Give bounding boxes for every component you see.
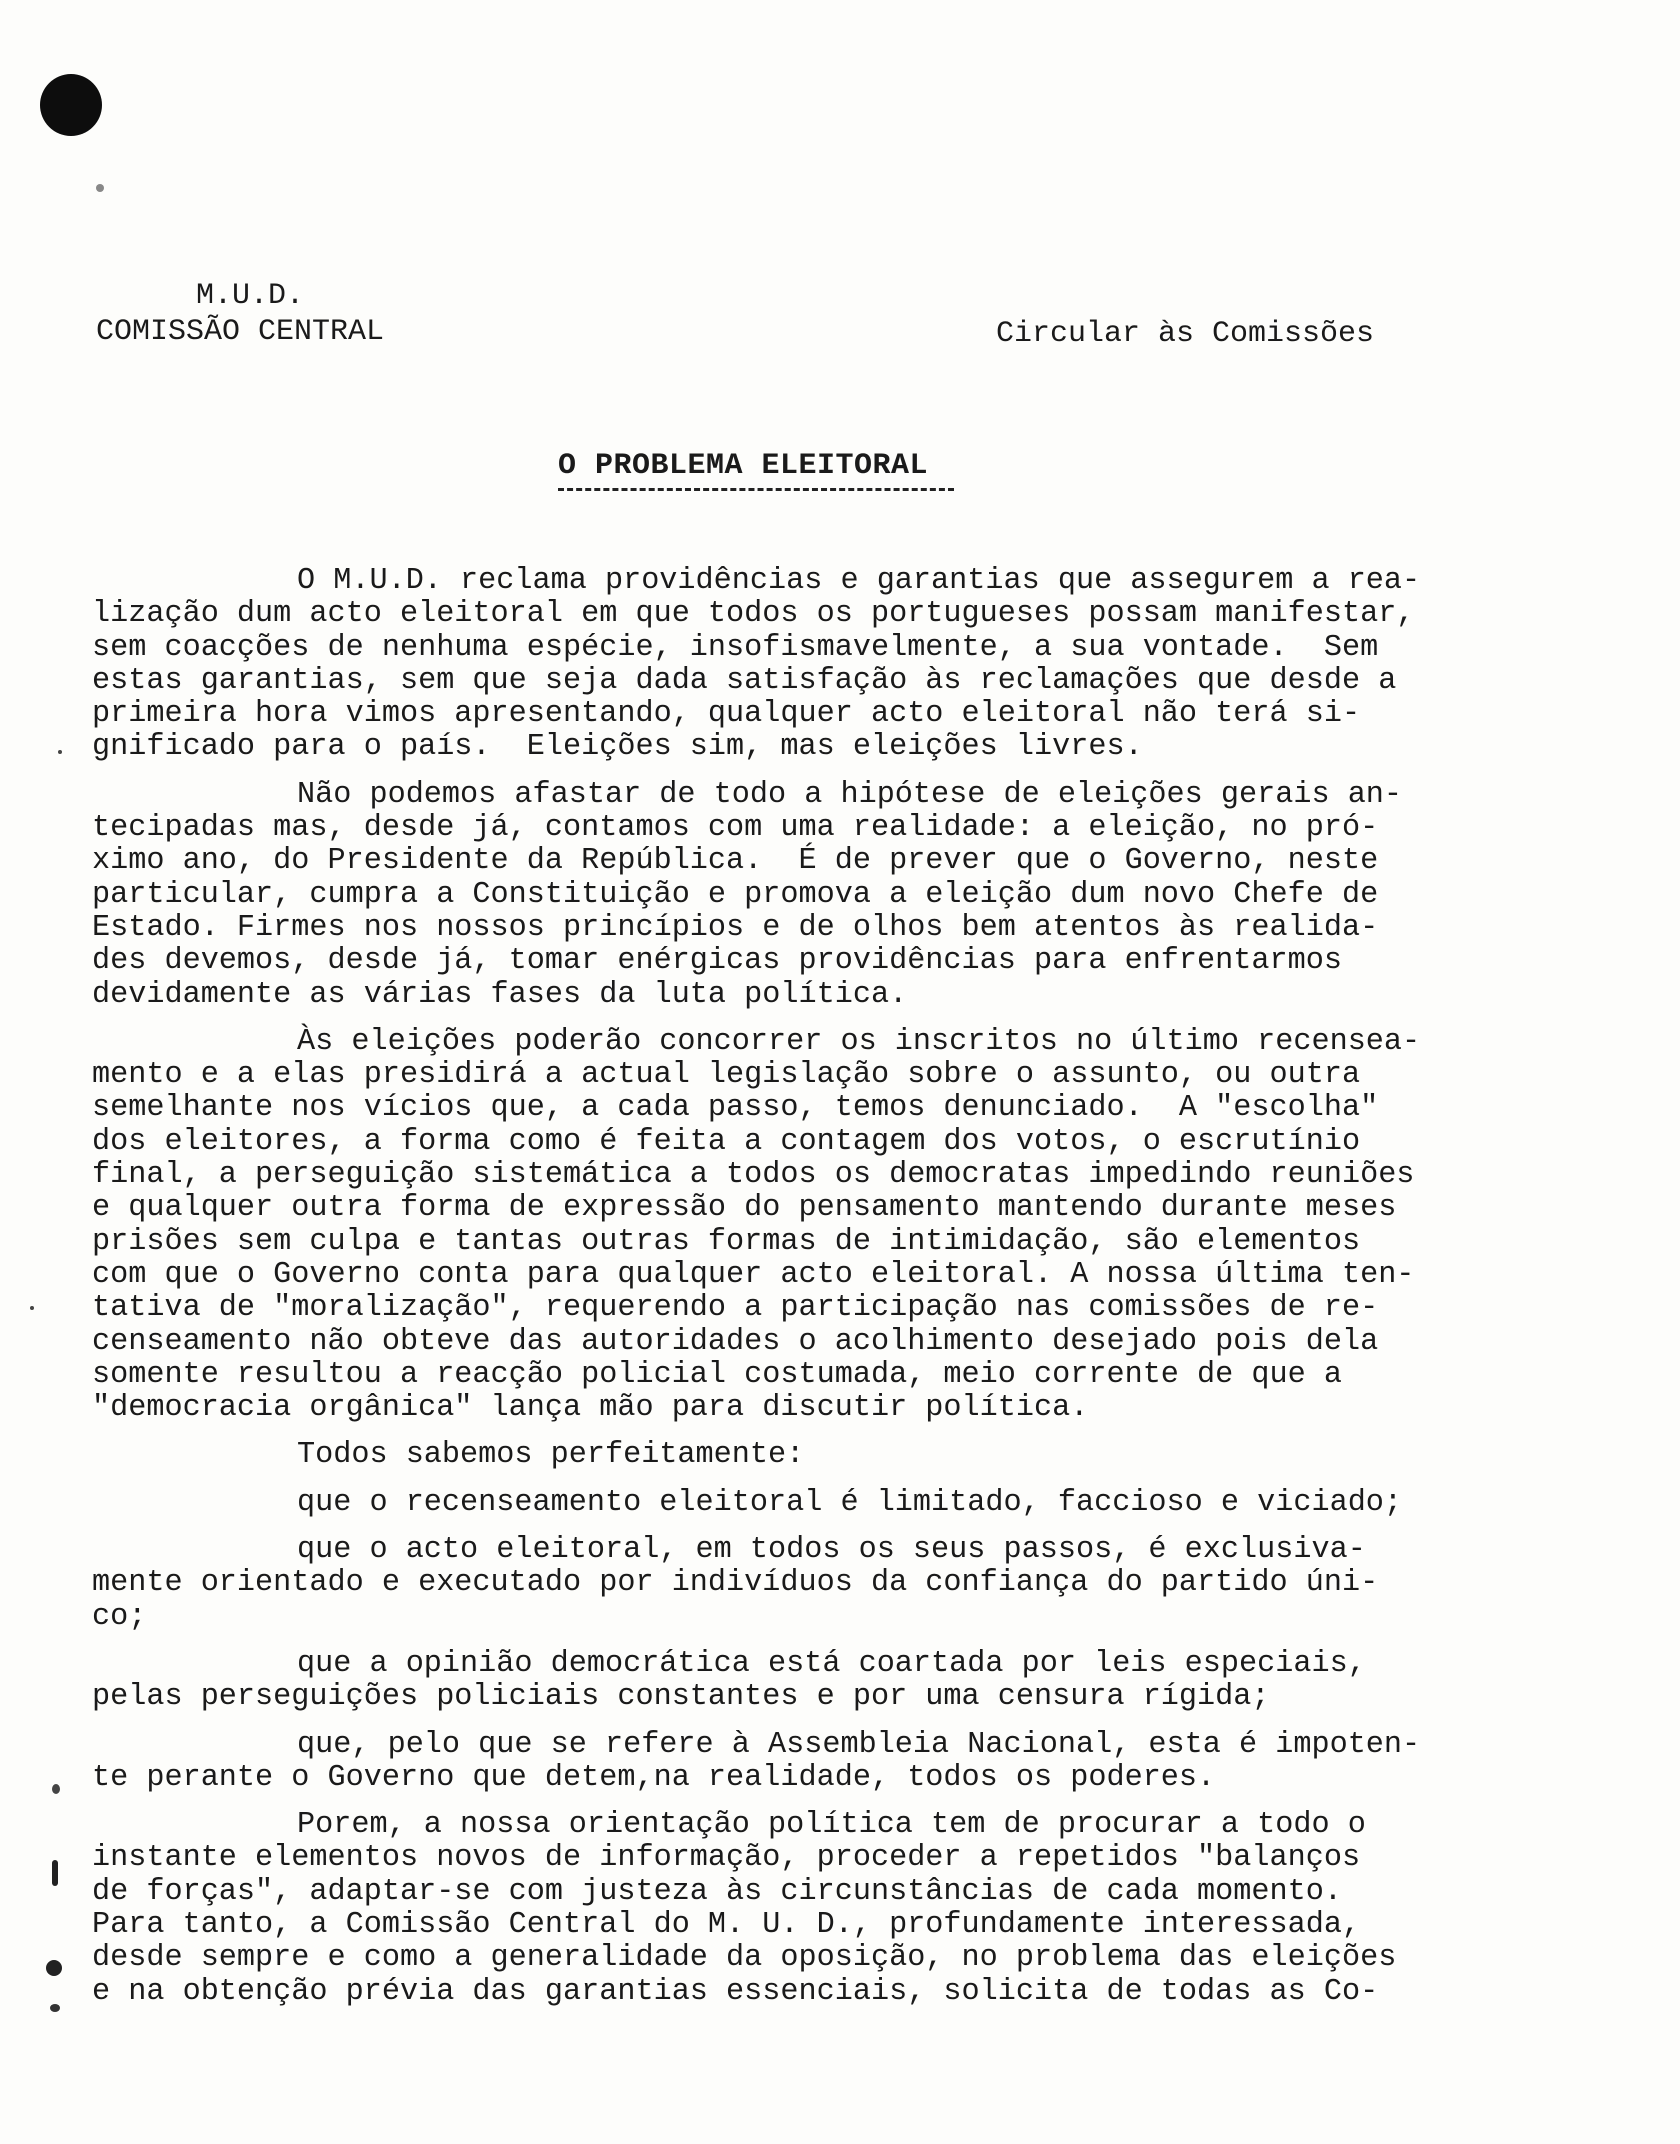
- text-line: que o recenseamento eleitoral é limitado, faccioso e viciado;: [297, 1485, 1403, 1520]
- text-line: tecipadas mas, desde já, contamos com uma realidade: a eleição, no pró-: [92, 811, 1379, 846]
- ink-speck: [58, 750, 62, 754]
- paragraph: [92, 1026, 1572, 1426]
- text-line: desde sempre e como a generalidade da oposição, no problema das eleições: [92, 1941, 1397, 1976]
- text-line: O M.U.D. reclama providências e garantias que assegurem a rea-: [297, 564, 1421, 598]
- text-line: co;: [92, 1599, 147, 1634]
- text-line: estas garantias, sem que seja dada satisfação às reclamações que desde a: [92, 663, 1397, 698]
- document-type: Circular às Comissões: [996, 317, 1375, 351]
- text-line: des devemos, desde já, tomar enérgicas providências para enfrentarmos: [92, 944, 1342, 979]
- text-line: ximo ano, do Presidente da República. É de prever que o Governo, neste: [92, 844, 1379, 879]
- text-line: Não podemos afastar de todo a hipótese de eleições gerais an-: [297, 777, 1403, 812]
- organization-abbrev: M.U.D.: [196, 279, 305, 313]
- text-line: mente orientado e executado por indivíduos da confiança do partido úni-: [92, 1566, 1379, 1601]
- text-line: gnificado para o país. Eleições sim, mas eleições livres.: [92, 730, 1143, 765]
- text-line: Às eleições poderão concorrer os inscritos no último recensea-: [297, 1024, 1421, 1059]
- document-header-left: [96, 278, 384, 350]
- text-line: Para tanto, a Comissão Central do M. U. D., profundamente interessada,: [92, 1907, 1361, 1942]
- text-line: que a opinião democrática está coartada por leis especiais,: [297, 1646, 1366, 1681]
- text-line: semelhante nos vícios que, a cada passo, temos denunciado. A "escolha": [92, 1091, 1379, 1126]
- text-line: prisões sem culpa e tantas outras formas de intimidação, são elementos: [92, 1224, 1361, 1259]
- paragraph: [92, 565, 1572, 765]
- text-line: de forças", adaptar-se com justeza às circunstâncias de cada momento.: [92, 1874, 1342, 1909]
- text-line: final, a perseguição sistemática a todos os democratas impedindo reuniões: [92, 1158, 1415, 1193]
- text-line: dos eleitores, a forma como é feita a contagem dos votos, o escrutínio: [92, 1124, 1361, 1159]
- ink-speck: [50, 2004, 60, 2012]
- ink-speck: [52, 1860, 58, 1886]
- text-line: pelas perseguições policiais constantes e por uma censura rígida;: [92, 1680, 1270, 1715]
- title-underline: [558, 488, 954, 491]
- text-line: devidamente as várias fases da luta política.: [92, 977, 908, 1012]
- ink-speck: [52, 1784, 60, 1794]
- ink-speck: [30, 1306, 34, 1310]
- ink-speck: [96, 184, 104, 192]
- paragraph: [92, 1534, 1572, 1634]
- ink-blot: [40, 74, 102, 136]
- paragraph: [92, 1648, 1572, 1715]
- text-line: particular, cumpra a Constituição e promova a eleição dum novo Chefe de: [92, 877, 1379, 912]
- text-line: Porem, a nossa orientação política tem de procurar a todo o: [297, 1808, 1366, 1843]
- text-line: censeamento não obteve das autoridades o acolhimento desejado pois dela: [92, 1324, 1379, 1359]
- ink-speck: [46, 1960, 62, 1976]
- text-line: instante elementos novos de informação, proceder a repetidos "balanços: [92, 1841, 1361, 1876]
- text-line: mento e a elas presidirá a actual legislação sobre o assunto, ou outra: [92, 1058, 1361, 1093]
- text-line: e na obtenção prévia das garantias essenciais, solicita de todas as Co-: [92, 1974, 1379, 2009]
- text-line: Estado. Firmes nos nossos princípios e de olhos bem atentos às realida-: [92, 910, 1379, 945]
- paragraph: [92, 779, 1572, 1012]
- text-line: te perante o Governo que detem,na realidade, todos os poderes.: [92, 1760, 1216, 1795]
- text-line: que o acto eleitoral, em todos os seus passos, é exclusiva-: [297, 1533, 1366, 1568]
- text-line: primeira hora vimos apresentando, qualquer acto eleitoral não terá si-: [92, 697, 1361, 732]
- document-body: [92, 565, 1572, 2023]
- text-line: "democracia orgânica" lança mão para discutir política.: [92, 1391, 1089, 1426]
- paragraph: [92, 1487, 1572, 1520]
- text-line: com que o Governo conta para qualquer acto eleitoral. A nossa última ten-: [92, 1257, 1415, 1292]
- text-line: que, pelo que se refere à Assembleia Nacional, esta é impoten-: [297, 1727, 1421, 1762]
- paragraph: [92, 1809, 1572, 2009]
- text-line: Todos sabemos perfeitamente:: [297, 1438, 805, 1473]
- text-line: somente resultou a reacção policial costumada, meio corrente de que a: [92, 1357, 1342, 1392]
- text-line: e qualquer outra forma de expressão do pensamento mantendo durante meses: [92, 1191, 1397, 1226]
- paragraph: [92, 1439, 1572, 1472]
- text-line: lização dum acto eleitoral em que todos os portugueses possam manifestar,: [92, 597, 1415, 632]
- paragraph: [92, 1729, 1572, 1796]
- document-title: O PROBLEMA ELEITORAL: [558, 449, 929, 483]
- committee-name: COMISSÃO CENTRAL: [96, 315, 385, 349]
- text-line: sem coacções de nenhuma espécie, insofismavelmente, a sua vontade. Sem: [92, 630, 1379, 665]
- text-line: tativa de "moralização", requerendo a participação nas comissões de re-: [92, 1291, 1379, 1326]
